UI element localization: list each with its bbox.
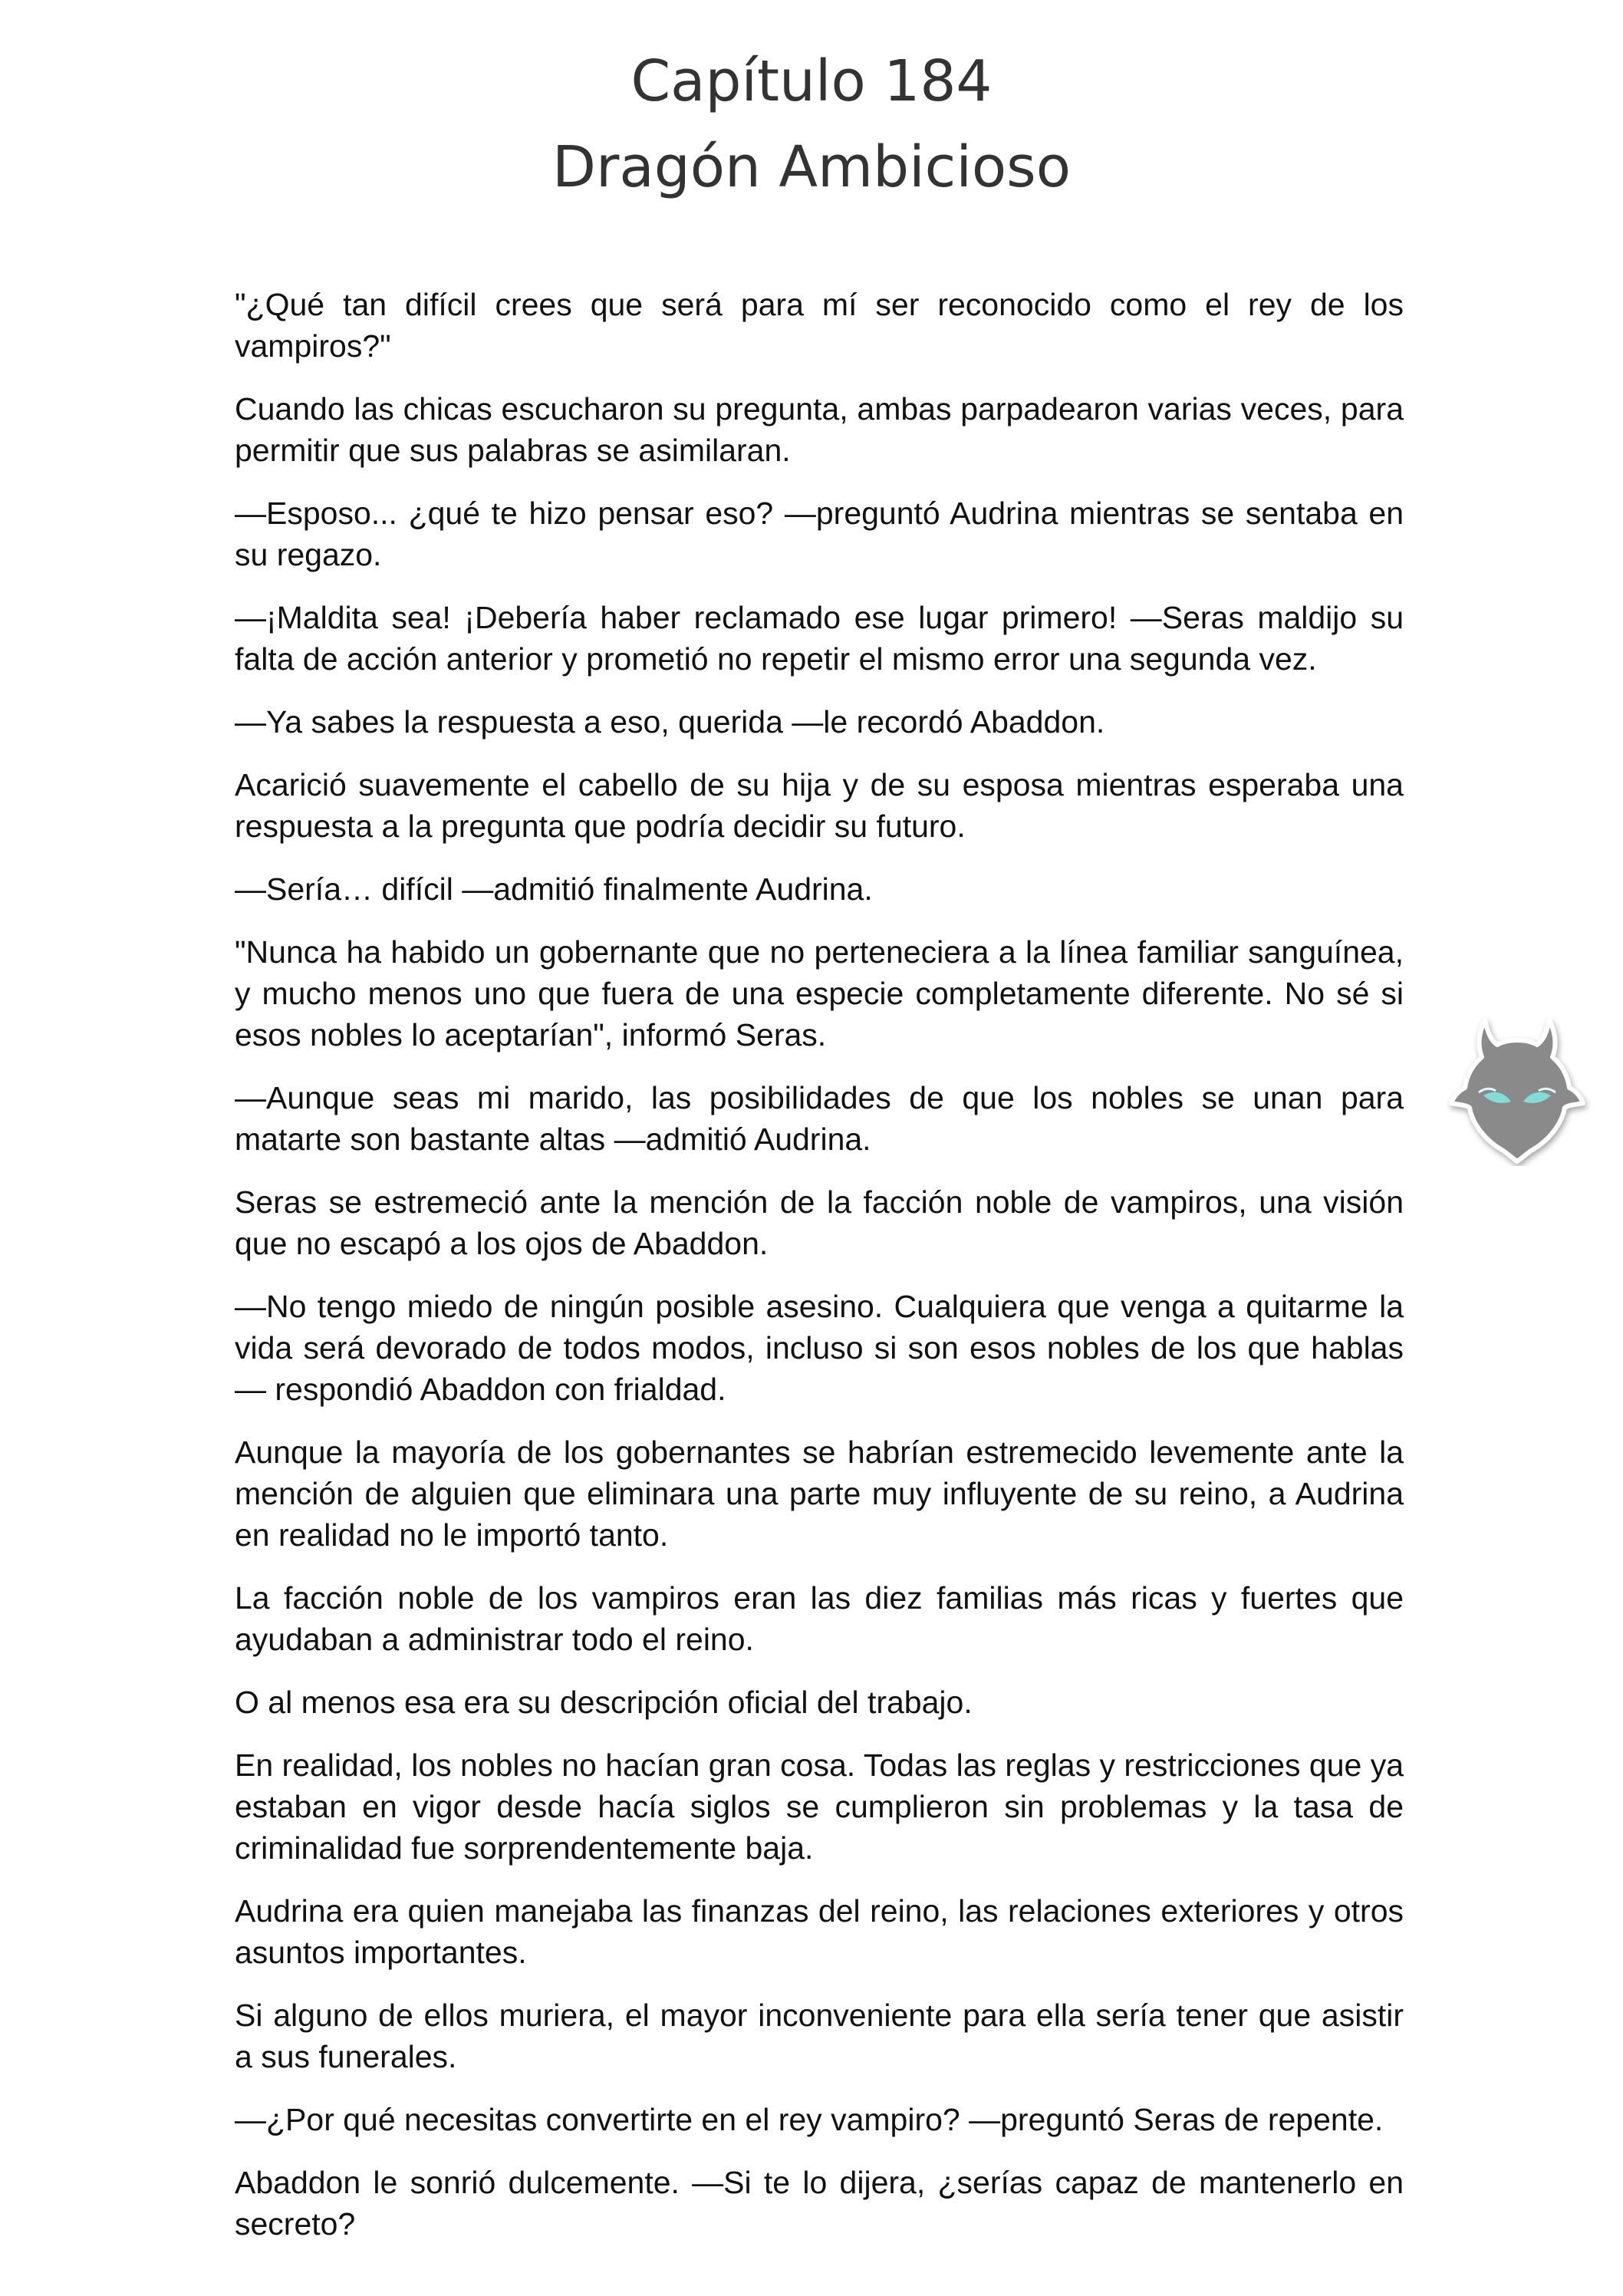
chapter-number: Capítulo 184: [630, 48, 993, 114]
paragraph: Aunque la mayoría de los gobernantes se habrían estremecido levemente ante la mención de alguien que eliminara una parte muy influyente de su reino, a Audrina en realidad no le importó tanto.: [235, 1435, 1404, 1553]
paragraph: —Ya sabes la respuesta a eso, querida —le recordó Abaddon.: [235, 704, 1105, 740]
paragraph: "¿Qué tan difícil crees que será para mí ser reconocido como el rey de los vampiros?": [235, 287, 1404, 364]
chapter-heading: [0, 38, 1623, 210]
paragraph: —Sería… difícil —admitió finalmente Audrina.: [235, 871, 873, 907]
paragraph: —¿Por qué necesitas convertirte en el rey vampiro? —preguntó Seras de repente.: [235, 2102, 1384, 2137]
paragraph: "Nunca ha habido un gobernante que no perteneciera a la línea familiar sanguínea, y mucho menos uno que fuera de una especie completamente diferente. No sé si esos nobles lo aceptarían", informó Seras.: [235, 934, 1404, 1052]
paragraph: La facción noble de los vampiros eran las diez familias más ricas y fuertes que ayudaban a administrar todo el reino.: [235, 1580, 1404, 1657]
paragraph: En realidad, los nobles no hacían gran cosa. Todas las reglas y restricciones que ya estaban en vigor desde hacía siglos se cumplieron sin problemas y la tasa de criminalidad fue sorprendentemente baja.: [235, 1748, 1404, 1866]
paragraph: —No tengo miedo de ningún posible asesino. Cualquiera que venga a quitarme la vida será devorado de todos modos, incluso si son esos nobles de los que hablas — respondió Abaddon con frialdad.: [235, 1289, 1404, 1407]
demon-head-icon: [1440, 997, 1594, 1166]
paragraph: Acarició suavemente el cabello de su hija y de su esposa mientras esperaba una respuesta a la pregunta que podría decidir su futuro.: [235, 767, 1404, 844]
paragraph: Audrina era quien manejaba las finanzas del reino, las relaciones exteriores y otros asuntos importantes.: [235, 1893, 1404, 1970]
paragraph: —Esposo... ¿qué te hizo pensar eso? —preguntó Audrina mientras se sentaba en su regazo.: [235, 496, 1404, 572]
paragraph: Abaddon le sonrió dulcemente. —Si te lo dijera, ¿serías capaz de mantenerlo en secreto?: [235, 2165, 1404, 2242]
chapter-body: [235, 284, 1404, 2266]
paragraph: —¡Maldita sea! ¡Debería haber reclamado ese lugar primero! —Seras maldijo su falta de acción anterior y prometió no repetir el mismo error una segunda vez.: [235, 600, 1404, 677]
paragraph: Si alguno de ellos muriera, el mayor inconveniente para ella sería tener que asistir a sus funerales.: [235, 1998, 1404, 2074]
chapter-title: Dragón Ambicioso: [551, 134, 1071, 200]
paragraph: O al menos esa era su descripción oficial del trabajo.: [235, 1685, 973, 1720]
paragraph: Seras se estremeció ante la mención de la facción noble de vampiros, una visión que no escapó a los ojos de Abaddon.: [235, 1184, 1404, 1261]
paragraph: —Aunque seas mi marido, las posibilidades de que los nobles se unan para matarte son bastante altas —admitió Audrina.: [235, 1080, 1404, 1157]
paragraph: Cuando las chicas escucharon su pregunta, ambas parpadearon varias veces, para permitir que sus palabras se asimilaran.: [235, 391, 1404, 468]
